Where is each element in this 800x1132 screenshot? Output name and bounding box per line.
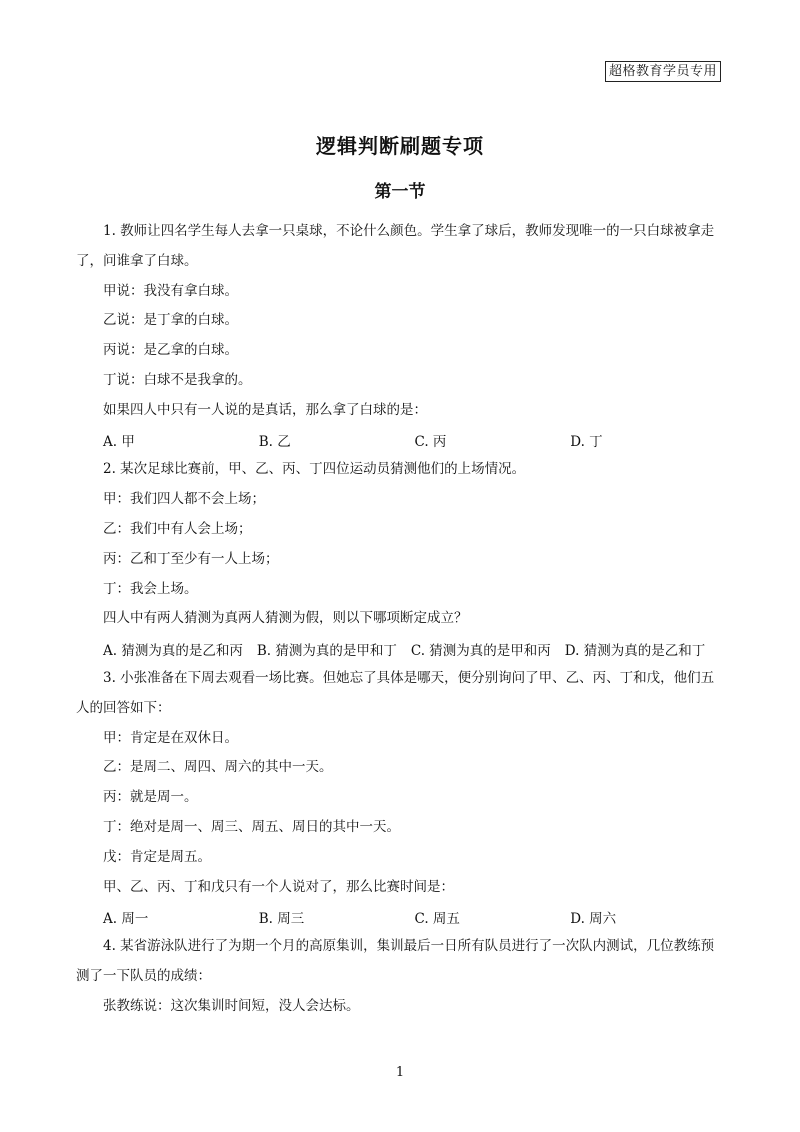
question-3-options xyxy=(76,902,726,932)
questions xyxy=(76,217,726,1022)
question-3-prompt: 甲、乙、丙、丁和戊只有一个人说对了，那么比赛时间是： xyxy=(103,878,454,895)
option-d: D. 周六 xyxy=(570,911,617,928)
question-2-stem: 2. 某次足球比赛前，甲、乙、丙、丁四位运动员猜测他们的上场情况。 xyxy=(103,461,526,478)
question-2-prompt: 四人中有两人猜测为真两人猜测为假，则以下哪项断定成立？ xyxy=(103,610,468,627)
page-title: 逻辑判断刷题专项 xyxy=(316,134,484,158)
option-a: A. 甲 xyxy=(103,434,135,451)
question-3-stem: 3. 小张准备在下周去观看一场比赛。但她忘了具体是哪天，便分别询问了甲、乙、丙、丁和戊，他们五人的回答如下： xyxy=(76,669,715,716)
question-4-stem: 4. 某省游泳队进行了为期一个月的高原集训，集训最后一日所有队员进行了一次队内测试，几位教练预测了一下队员的成绩： xyxy=(76,938,715,984)
question-3-statement: 甲：肯定是在双休日。 xyxy=(103,729,238,746)
question-1-prompt: 如果四人中只有一人说的是真话，那么拿了白球的是： xyxy=(103,401,427,418)
question-4-statement: 张教练说：这次集训时间短，没人会达标。 xyxy=(103,997,360,1014)
option-b: B. 乙 xyxy=(258,434,291,451)
option-a: A. 周一 xyxy=(103,911,149,928)
question-1-options xyxy=(76,426,726,456)
question-1-statement: 甲说：我没有拿白球。 xyxy=(103,282,238,299)
option-b: B. 周三 xyxy=(258,911,305,928)
question-3-statement: 戊：肯定是周五。 xyxy=(103,848,211,865)
question-1-statement: 丙说：是乙拿的白球。 xyxy=(103,342,238,359)
option-c: C. 周五 xyxy=(414,911,460,928)
question-1-statement: 乙说：是丁拿的白球。 xyxy=(103,312,238,329)
option-d: D. 猜测为真的是乙和丁 xyxy=(564,643,706,660)
option-c: C. 丙 xyxy=(414,434,447,451)
question-2-statement: 丙：乙和丁至少有一人上场； xyxy=(103,550,279,567)
page-number: 1 xyxy=(395,1065,405,1080)
question-2-statement: 乙：我们中有人会上场； xyxy=(103,520,252,537)
header-badge: 超格教育学员专用 xyxy=(605,61,721,82)
question-2-options xyxy=(76,634,726,664)
question-3-statement: 丁：绝对是周一、周三、周五、周日的其中一天。 xyxy=(103,818,400,835)
option-d: D. 丁 xyxy=(570,434,603,451)
question-3-statement: 乙：是周二、周四、周六的其中一天。 xyxy=(103,759,333,776)
option-a: A. 猜测为真的是乙和丙 xyxy=(103,643,243,660)
question-2-statement: 丁：我会上场。 xyxy=(103,580,198,597)
option-b: B. 猜测为真的是甲和丁 xyxy=(256,643,397,660)
question-2-statement: 甲：我们四人都不会上场； xyxy=(103,491,265,508)
section-title: 第一节 xyxy=(374,182,426,202)
question-3-statement: 丙：就是周一。 xyxy=(103,789,198,806)
question-1-statement: 丁说：白球不是我拿的。 xyxy=(103,371,252,388)
option-c: C. 猜测为真的是甲和丙 xyxy=(410,643,551,660)
question-1-stem: 1. 教师让四名学生每人去拿一只桌球，不论什么颜色。学生拿了球后，教师发现唯一的一只白球被拿走了，问谁拿了白球。 xyxy=(76,223,715,269)
